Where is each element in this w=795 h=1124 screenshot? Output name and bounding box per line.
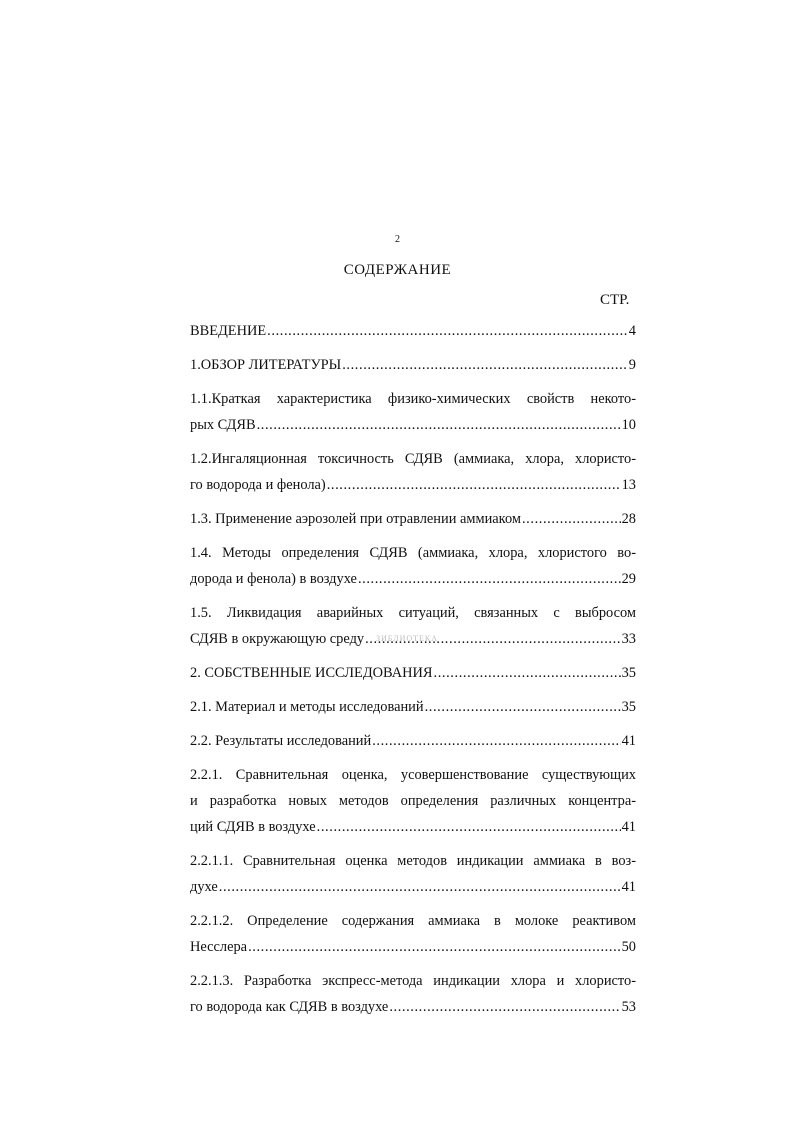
toc-entry — [190, 762, 636, 840]
toc-page-number: 53 — [621, 999, 636, 1015]
toc-entry-line — [190, 908, 636, 934]
toc-entry-line — [190, 848, 636, 874]
page-title: СОДЕРЖАНИЕ — [343, 262, 452, 278]
toc-page-number: 4 — [628, 323, 636, 339]
toc-entry-line — [190, 968, 636, 994]
dot-leader — [316, 814, 621, 840]
toc-page-number: 41 — [621, 733, 636, 749]
toc-entry-text: 1.2.Ингаляционная токсичность СДЯВ (аммиака, хлора, хлористо- — [190, 451, 636, 467]
toc-entry — [190, 600, 636, 652]
toc-entry-last-line — [190, 566, 636, 592]
toc-entry-text: 1.5. Ликвидация аварийных ситуаций, связанных с выбросом — [190, 605, 636, 621]
toc-entry — [190, 968, 636, 1020]
toc-entry-text: 2.1. Материал и методы исследований — [190, 699, 424, 715]
dot-leader — [433, 660, 621, 686]
toc-entry — [190, 540, 636, 592]
toc-entry — [190, 728, 636, 754]
toc-page-number: 41 — [621, 879, 636, 895]
toc-entry-text: ций СДЯВ в воздухе — [190, 819, 316, 835]
dot-leader — [256, 412, 621, 438]
toc-page-number: 33 — [621, 631, 636, 647]
toc-entry-last-line — [190, 472, 636, 498]
dot-leader — [266, 318, 628, 344]
toc-entry-last-line — [190, 934, 636, 960]
toc-entry-last-line — [190, 994, 636, 1020]
toc-entry — [190, 352, 636, 378]
page-column-heading: СТР. — [600, 292, 630, 308]
dot-leader — [326, 472, 621, 498]
toc-page-number: 13 — [621, 477, 636, 493]
table-of-contents — [190, 318, 636, 1028]
toc-entry-text: 1.ОБЗОР ЛИТЕРАТУРЫ — [190, 357, 342, 373]
toc-entry — [190, 660, 636, 686]
toc-entry-text: и разработка новых методов определения различных концентра- — [190, 793, 636, 809]
toc-page-number: 35 — [621, 665, 636, 681]
toc-entry-text: 1.4. Методы определения СДЯВ (аммиака, хлора, хлористого во- — [190, 545, 636, 561]
toc-entry-text: 2.2.1.1. Сравнительная оценка методов индикации аммиака в воз- — [190, 853, 636, 869]
toc-page-number: 9 — [628, 357, 636, 373]
toc-page-number: 41 — [621, 819, 636, 835]
dot-leader — [357, 566, 621, 592]
toc-entry-text: 2.2.1.3. Разработка экспресс-метода индикации хлора и хлористо- — [190, 973, 636, 989]
toc-entry-line — [190, 762, 636, 788]
dot-leader — [341, 352, 628, 378]
toc-page-number: 50 — [621, 939, 636, 955]
dot-leader — [218, 874, 621, 900]
toc-entry-last-line — [190, 814, 636, 840]
toc-entry-last-line — [190, 694, 636, 720]
toc-entry-text: го водорода как СДЯВ в воздухе — [190, 999, 389, 1015]
toc-entry-text: духе — [190, 879, 218, 895]
toc-entry — [190, 908, 636, 960]
toc-entry-line — [190, 446, 636, 472]
dot-leader — [388, 994, 620, 1020]
toc-entry-text: 1.1.Краткая характеристика физико-химических свойств некото- — [190, 391, 636, 407]
toc-entry-text: рых СДЯВ — [190, 417, 256, 433]
toc-entry-last-line — [190, 506, 636, 532]
library-stamp: ЗИБЛИОТЕКА — [376, 634, 439, 643]
dot-leader — [247, 934, 621, 960]
toc-entry-last-line — [190, 318, 636, 344]
toc-page-number: 28 — [621, 511, 636, 527]
toc-entry — [190, 318, 636, 344]
toc-entry-last-line — [190, 626, 636, 652]
toc-entry-text: дорода и фенола) в воздухе — [190, 571, 357, 587]
toc-entry-text: ВВЕДЕНИЕ — [190, 323, 267, 339]
toc-entry-text: 2. СОБСТВЕННЫЕ ИССЛЕДОВАНИЯ — [190, 665, 433, 681]
dot-leader — [371, 728, 620, 754]
toc-entry-text: СДЯВ в окружающую среду — [190, 631, 365, 647]
toc-entry-text: го водорода и фенола) — [190, 477, 326, 493]
toc-entry-line — [190, 600, 636, 626]
toc-entry-last-line — [190, 352, 636, 378]
dot-leader — [521, 506, 621, 532]
toc-entry-last-line — [190, 412, 636, 438]
toc-entry-text: 2.2.1.2. Определение содержания аммиака в молоке реактивом — [190, 913, 636, 929]
dot-leader — [364, 626, 621, 652]
toc-entry-text: 2.2.1. Сравнительная оценка, усовершенствование существующих — [190, 767, 636, 783]
toc-entry-last-line — [190, 874, 636, 900]
toc-page-number: 35 — [621, 699, 636, 715]
dot-leader — [424, 694, 621, 720]
toc-entry-text: 1.3. Применение аэрозолей при отравлении аммиаком — [190, 511, 521, 527]
toc-page-number: 29 — [621, 571, 636, 587]
toc-entry-line — [190, 386, 636, 412]
toc-entry-last-line — [190, 728, 636, 754]
toc-entry-line — [190, 788, 636, 814]
toc-page-number: 10 — [621, 417, 636, 433]
toc-entry-text: 2.2. Результаты исследований — [190, 733, 372, 749]
page-number: 2 — [395, 234, 400, 245]
toc-entry-text: Несслера — [190, 939, 248, 955]
toc-entry — [190, 694, 636, 720]
toc-entry — [190, 386, 636, 438]
toc-entry-last-line — [190, 660, 636, 686]
toc-entry — [190, 506, 636, 532]
toc-entry-line — [190, 540, 636, 566]
toc-entry — [190, 848, 636, 900]
toc-entry — [190, 446, 636, 498]
